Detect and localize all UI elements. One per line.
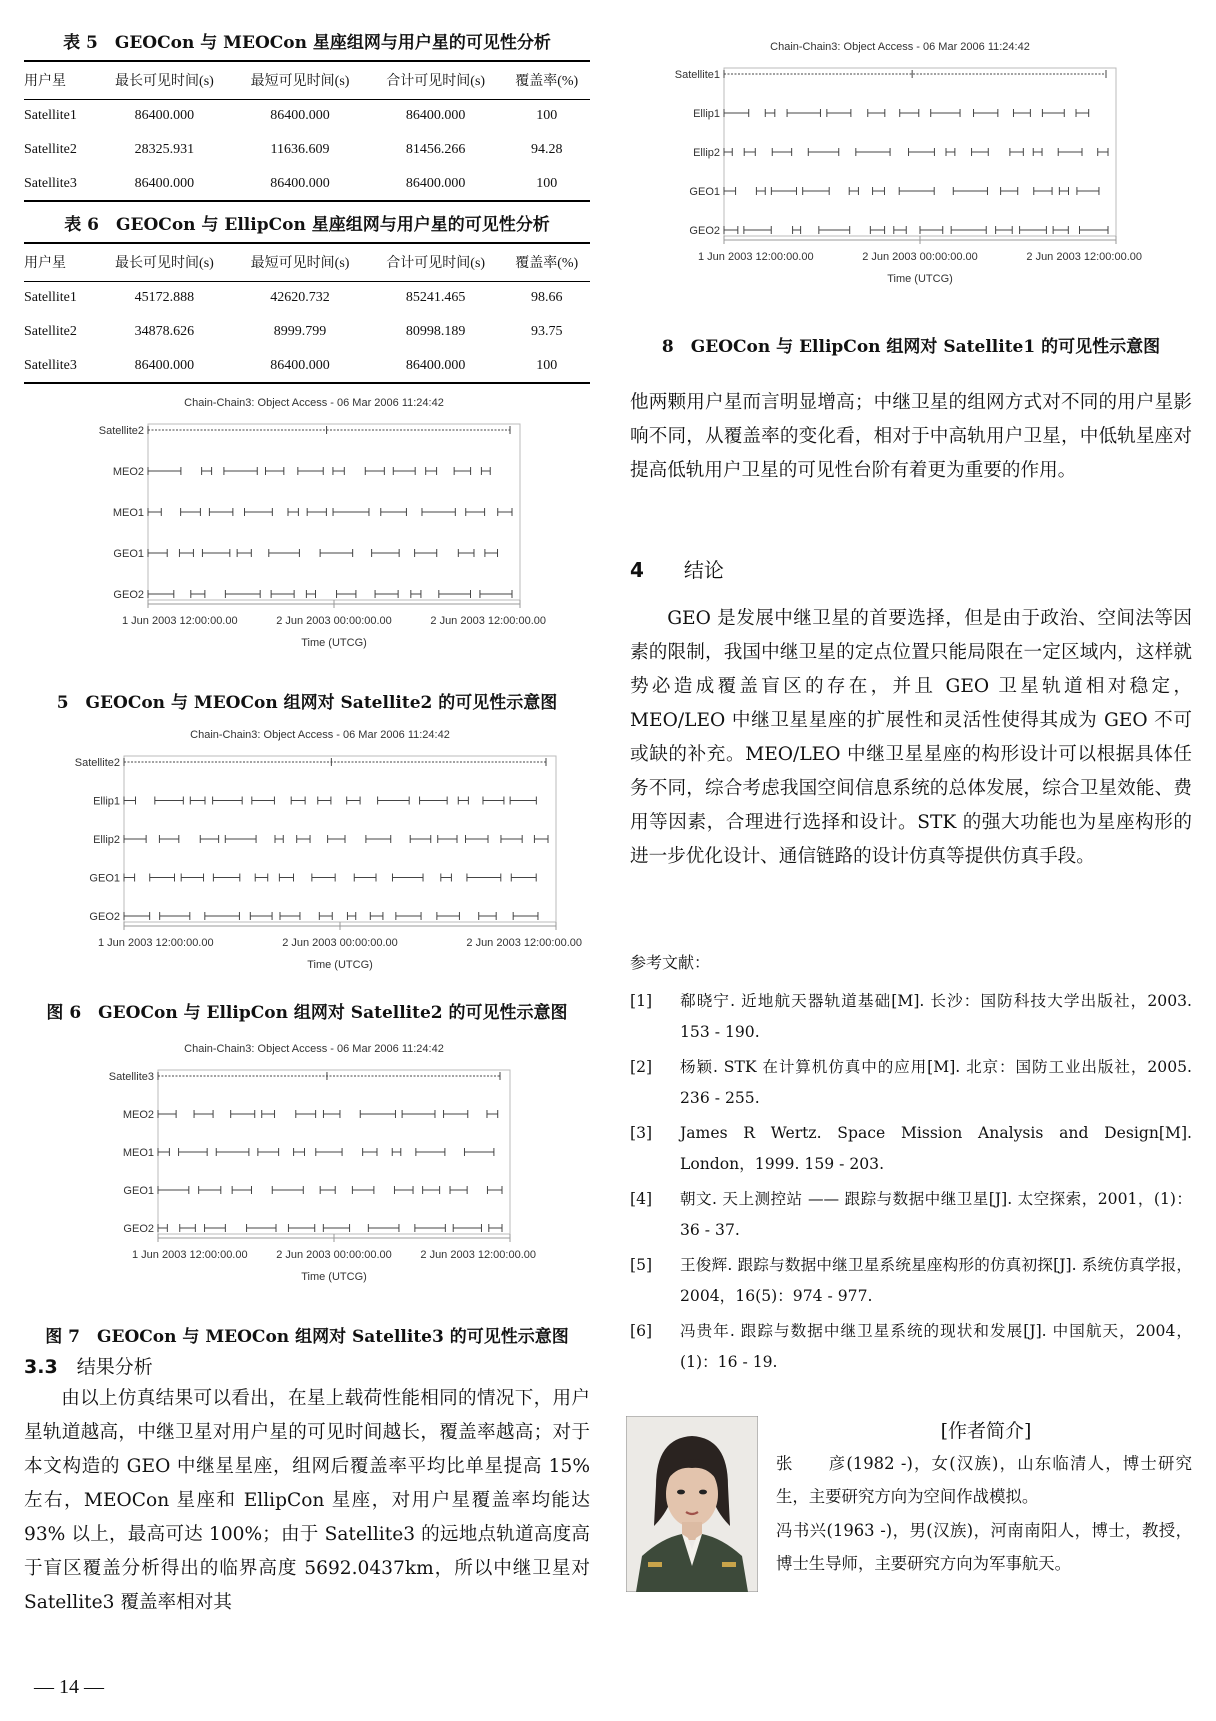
table-cell: 86400.000 bbox=[134, 108, 195, 124]
reference-text: James R Wertz. Space Mission Analysis and Design[M]. London，1999. 159 - 203. bbox=[680, 1124, 1192, 1173]
tick-label: 2 Jun 2003 00:00:00.00 bbox=[276, 1249, 392, 1261]
access-track bbox=[724, 109, 1089, 117]
figure-8-chart bbox=[650, 36, 1150, 308]
row-label: MEO1 bbox=[112, 507, 144, 519]
row-label: GEO1 bbox=[113, 548, 144, 560]
table-header-cell: 最长可见时间(s) bbox=[97, 243, 233, 281]
table-header-cell: 覆盖率(%) bbox=[503, 243, 590, 281]
table-header-cell: 合计可见时间(s) bbox=[368, 243, 504, 281]
table-header-cell: 最短可见时间(s) bbox=[232, 61, 368, 99]
table-cell: 8999.799 bbox=[273, 324, 327, 339]
row-label: Ellip2 bbox=[693, 147, 720, 159]
tick-label: 2 Jun 2003 12:00:00.00 bbox=[466, 937, 582, 949]
author-bio-1: 张 彦(1982 -)，女(汉族)，山东临清人，博士研究生，主要研究方向为空间作战模拟。 bbox=[776, 1454, 1192, 1506]
access-track bbox=[148, 590, 512, 598]
author-bio-block bbox=[776, 1447, 1192, 1513]
page-number: — 14 — bbox=[34, 1676, 104, 1698]
reference-number: [6] bbox=[630, 1322, 653, 1340]
access-track bbox=[148, 549, 498, 557]
access-track bbox=[124, 874, 536, 882]
chart-title: Chain-Chain3: Object Access - 06 Mar 2006 11:24:42 bbox=[184, 397, 444, 409]
table-cell: Satellite1 bbox=[24, 290, 77, 306]
table-cell: 86400.000 bbox=[368, 167, 504, 201]
reference-number: [5] bbox=[630, 1256, 653, 1274]
access-track bbox=[158, 1224, 502, 1232]
table-cell: 11636.609 bbox=[270, 142, 330, 157]
reference-item bbox=[630, 1184, 1192, 1246]
table-cell: 85241.465 bbox=[405, 290, 466, 306]
figure-5 bbox=[74, 392, 554, 672]
table-cell: 28325.931 bbox=[134, 142, 195, 157]
table5-caption-number: 表 5 bbox=[63, 33, 98, 53]
access-track bbox=[158, 1072, 500, 1080]
table-cell: 81456.266 bbox=[405, 142, 466, 157]
table-header-cell: 合计可见时间(s) bbox=[368, 61, 504, 99]
table-cell: 86400.000 bbox=[97, 167, 233, 201]
chart-title: Chain-Chain3: Object Access - 06 Mar 2006 11:24:42 bbox=[190, 729, 450, 741]
row-label: GEO2 bbox=[123, 1223, 154, 1235]
row-label: MEO2 bbox=[112, 466, 144, 478]
author-bio-2: 冯书兴(1963 -)，男(汉族)，河南南阳人，博士，教授，博士生导师，主要研究方向为军事航天。 bbox=[776, 1521, 1192, 1573]
tick-label: 1 Jun 2003 12:00:00.00 bbox=[98, 937, 214, 949]
access-track bbox=[158, 1110, 498, 1118]
figure-6 bbox=[50, 724, 590, 994]
table-cell: Satellite3 bbox=[24, 349, 97, 383]
table-cell: Satellite2 bbox=[24, 142, 77, 157]
access-track bbox=[724, 226, 1108, 234]
table-cell: 93.75 bbox=[530, 324, 563, 339]
tick-label: 1 Jun 2003 12:00:00.00 bbox=[122, 615, 238, 627]
table6-caption-number: 表 6 bbox=[64, 215, 100, 235]
table-cell: Satellite1 bbox=[24, 108, 77, 124]
section-number: 3.3 bbox=[24, 1356, 58, 1378]
figure-6-chart bbox=[50, 724, 590, 994]
figure-8-caption: 8 GEOCon 与 EllipCon 组网对 Satellite1 的可见性示意图 bbox=[661, 337, 1161, 357]
reference-number: [3] bbox=[630, 1124, 653, 1142]
row-label: GEO1 bbox=[89, 872, 120, 885]
reference-text: 杨颖. STK 在计算机仿真中的应用[M]. 北京：国防工业出版社，2005. 236 - 255. bbox=[680, 1058, 1192, 1107]
figure-7 bbox=[84, 1038, 544, 1306]
table5-caption-text: GEOCon 与 MEOCon 星座组网与用户星的可见性分析 bbox=[114, 33, 551, 53]
reference-item bbox=[630, 1118, 1192, 1180]
table-header-cell: 用户星 bbox=[24, 61, 97, 99]
tick-label: 2 Jun 2003 12:00:00.00 bbox=[420, 1249, 536, 1261]
access-track bbox=[148, 426, 510, 434]
figure-6-caption: 图 6 GEOCon 与 EllipCon 组网对 Satellite2 的可见性示意图 bbox=[46, 1003, 568, 1023]
table-row bbox=[24, 281, 590, 315]
table-cell: 100 bbox=[536, 108, 558, 124]
access-track bbox=[148, 467, 490, 475]
chart-title: Chain-Chain3: Object Access - 06 Mar 2006 11:24:42 bbox=[770, 41, 1030, 53]
row-label: GEO2 bbox=[689, 225, 720, 237]
section-title: 结果分析 bbox=[76, 1356, 153, 1378]
table5-caption bbox=[24, 28, 590, 53]
reference-number: [1] bbox=[630, 992, 653, 1010]
reference-text: 朝文. 天上测控站 —— 跟踪与数据中继卫星[J]. 太空探索，2001，(1)：36 - 37. bbox=[680, 1190, 1192, 1239]
table5 bbox=[24, 60, 590, 202]
table6-caption bbox=[24, 210, 590, 235]
reference-item bbox=[630, 1250, 1192, 1312]
references-heading: 参考文献： bbox=[630, 953, 711, 972]
author-portrait-image bbox=[626, 1416, 758, 1592]
figure-8 bbox=[650, 36, 1150, 308]
x-axis-label: Time (UTCG) bbox=[307, 959, 373, 971]
x-axis-label: Time (UTCG) bbox=[301, 1271, 367, 1283]
table-cell: 86400.000 bbox=[232, 167, 368, 201]
table-cell: 86400.000 bbox=[405, 108, 466, 124]
table-row bbox=[24, 315, 590, 349]
table-header-cell: 最长可见时间(s) bbox=[97, 61, 233, 99]
table-header-cell: 最短可见时间(s) bbox=[232, 243, 368, 281]
reference-text: 冯贵年. 跟踪与数据中继卫星系统的现状和发展[J]. 中国航天，2004，(1)：16 - 19. bbox=[680, 1322, 1192, 1371]
row-label: MEO2 bbox=[122, 1109, 154, 1121]
row-label: GEO1 bbox=[123, 1185, 154, 1197]
table6 bbox=[24, 242, 590, 384]
continued-paragraph: 他两颗用户星而言明显增高；中继卫星的组网方式对不同的用户星影响不同，从覆盖率的变化看，相对于中高轨用户卫星，中低轨星座对提高低轨用户卫星的可见性台阶有着更为重要的作用。 bbox=[630, 392, 1192, 481]
access-track bbox=[124, 797, 536, 805]
reference-item bbox=[630, 1052, 1192, 1114]
row-label: GEO1 bbox=[689, 186, 720, 198]
reference-item bbox=[630, 1316, 1192, 1378]
access-track bbox=[724, 187, 1099, 195]
figure-7-chart bbox=[84, 1038, 544, 1306]
access-track bbox=[724, 148, 1108, 156]
section-title: 结论 bbox=[683, 558, 724, 582]
tick-label: 2 Jun 2003 00:00:00.00 bbox=[276, 615, 392, 627]
x-axis-label: Time (UTCG) bbox=[301, 637, 367, 649]
reference-item bbox=[630, 986, 1192, 1048]
access-track bbox=[158, 1186, 502, 1194]
reference-text: 王俊辉. 跟踪与数据中继卫星系统星座构形的仿真初探[J]. 系统仿真学报，2004，16(5)：974 - 977. bbox=[680, 1256, 1192, 1305]
x-axis-label: Time (UTCG) bbox=[887, 273, 953, 285]
chart-title: Chain-Chain3: Object Access - 06 Mar 2006 11:24:42 bbox=[184, 1043, 444, 1055]
table-row bbox=[24, 133, 590, 167]
tick-label: 2 Jun 2003 00:00:00.00 bbox=[282, 937, 398, 949]
tick-label: 2 Jun 2003 12:00:00.00 bbox=[430, 615, 546, 627]
table-row bbox=[24, 349, 590, 383]
row-label: Satellite2 bbox=[74, 757, 120, 769]
table-cell: 98.66 bbox=[530, 290, 563, 306]
table-cell: 42620.732 bbox=[270, 290, 330, 306]
row-label: GEO2 bbox=[113, 589, 144, 601]
section-4-heading bbox=[630, 554, 724, 583]
table-cell: 100 bbox=[503, 167, 590, 201]
tick-label: 1 Jun 2003 12:00:00.00 bbox=[132, 1249, 248, 1261]
section-3-3-paragraph: 由以上仿真结果可以看出，在星上载荷性能相同的情况下，用户星轨道越高，中继卫星对用户星的可见时间越长，覆盖率越高；对于本文构造的 GEO 中继星星座，组网后覆盖率平均比单星提高 15% 左右，MEOCon 星座和 EllipCon 星座，对用户星覆盖率均能达 93% 以上，最高可达 100%；由于 Satellite3 的远地点轨道高度高于盲区覆盖分析得出的临界高度 5692.0437km，所以中继卫星对 Satellite3 覆盖率相对其 bbox=[24, 1388, 590, 1613]
table-cell: 86400.000 bbox=[232, 349, 368, 383]
author-bio-block-2 bbox=[776, 1514, 1192, 1580]
table-cell: 86400.000 bbox=[97, 349, 233, 383]
table-header-cell: 用户星 bbox=[24, 243, 97, 281]
row-label: Ellip1 bbox=[93, 795, 120, 808]
figure-5-chart bbox=[74, 392, 554, 672]
table-cell: 94.28 bbox=[530, 142, 563, 157]
table-cell: 86400.000 bbox=[368, 349, 504, 383]
table-header-row bbox=[24, 243, 590, 281]
author-intro-heading: [作者简介] bbox=[940, 1420, 1032, 1442]
author-photo bbox=[626, 1416, 758, 1596]
tick-label: 2 Jun 2003 12:00:00.00 bbox=[1026, 251, 1142, 263]
row-label: Satellite2 bbox=[98, 425, 144, 437]
reference-number: [2] bbox=[630, 1058, 653, 1076]
table-cell: Satellite2 bbox=[24, 324, 77, 339]
table-cell: 34878.626 bbox=[134, 324, 195, 339]
table-row bbox=[24, 99, 590, 133]
table-cell: 86400.000 bbox=[270, 108, 330, 124]
table-cell: Satellite3 bbox=[24, 167, 97, 201]
table-header-cell: 覆盖率(%) bbox=[503, 61, 590, 99]
row-label: Satellite1 bbox=[674, 69, 720, 81]
access-track bbox=[724, 70, 1106, 78]
tick-label: 1 Jun 2003 12:00:00.00 bbox=[698, 251, 814, 263]
tick-label: 2 Jun 2003 00:00:00.00 bbox=[862, 251, 978, 263]
row-label: MEO1 bbox=[122, 1147, 154, 1159]
access-track bbox=[124, 912, 538, 920]
access-track bbox=[158, 1148, 494, 1156]
access-track bbox=[148, 508, 512, 516]
table-row bbox=[24, 167, 590, 201]
table-cell: 100 bbox=[503, 349, 590, 383]
row-label: GEO2 bbox=[89, 911, 120, 923]
figure-5-caption: 5 GEOCon 与 MEOCon 组网对 Satellite2 的可见性示意图 bbox=[56, 693, 558, 713]
row-label: Satellite3 bbox=[108, 1071, 154, 1083]
table6-caption-text: GEOCon 与 EllipCon 星座组网与用户星的可见性分析 bbox=[116, 215, 550, 235]
section-4-paragraph: GEO 是发展中继卫星的首要选择，但是由于政治、空间法等因素的限制，我国中继卫星的定点位置只能局限在一定区域内，这样就势必造成覆盖盲区的存在，并且 GEO 卫星轨道相对稳定，MEO/LEO 中继卫星星座的扩展性和灵活性使得其成为 GEO 不可或缺的补充。MEO/LEO 中继卫星星座的构形设计可以根据具体任务不同，综合考虑我国空间信息系统的总体发展，综合卫星效能、费用等因素，合理进行选择和设计。STK 的强大功能也为星座构形的进一步优化设计、通信链路的设计仿真等提供仿真手段。 bbox=[630, 608, 1192, 867]
row-label: Ellip2 bbox=[93, 834, 120, 846]
section-3-3-heading bbox=[24, 1352, 153, 1379]
section-number: 4 bbox=[630, 558, 644, 582]
table-cell: 80998.189 bbox=[405, 324, 466, 339]
access-track bbox=[124, 835, 548, 843]
table-header-row bbox=[24, 61, 590, 99]
figure-7-caption: 图 7 GEOCon 与 MEOCon 组网对 Satellite3 的可见性示意图 bbox=[45, 1327, 569, 1347]
reference-text: 郗晓宁. 近地航天器轨道基础[M]. 长沙：国防科技大学出版社，2003. 153 - 190. bbox=[680, 992, 1192, 1041]
reference-number: [4] bbox=[630, 1190, 653, 1208]
row-label: Ellip1 bbox=[693, 108, 720, 120]
table-cell: 45172.888 bbox=[134, 290, 195, 306]
access-track bbox=[124, 758, 546, 766]
